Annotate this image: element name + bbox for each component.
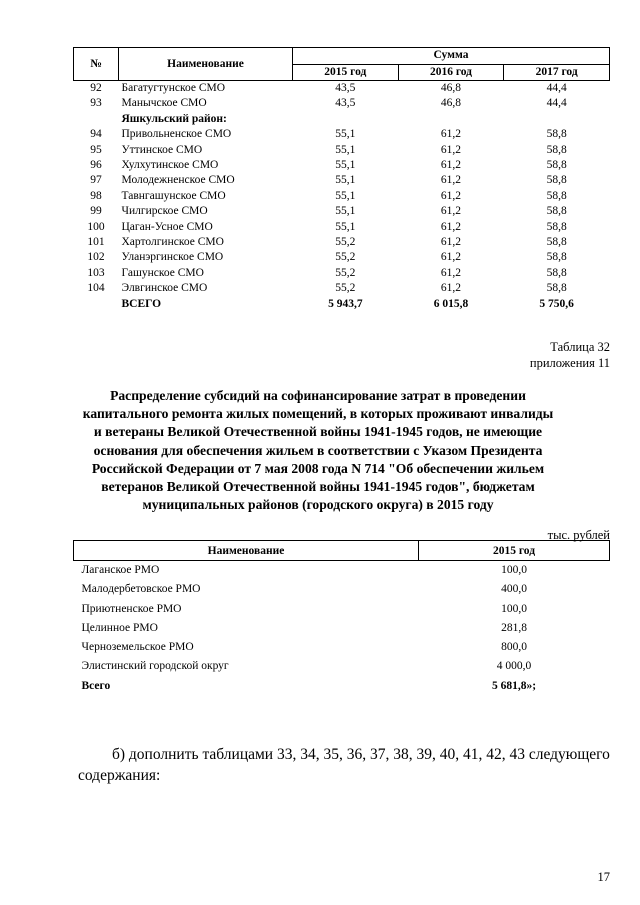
col-header-2015: 2015 год [293,64,399,81]
total-row [74,297,610,312]
row-number [74,112,119,127]
row-value-2016: 61,2 [440,220,462,233]
row-value-2015: 5 943,7 [328,297,363,310]
row-name: Багатугтунское СМО [121,82,226,94]
row-value-2015 [293,112,399,127]
row-value-2015: 400,0 [501,583,527,596]
row-name: Уланэргинское СМО [121,251,224,264]
t2-col-header-2015: 2015 год [419,541,610,561]
row-value-2016: 61,2 [440,266,462,279]
table-row [74,561,610,581]
row-name: Чилгирское СМО [121,205,208,218]
row-name: Элистинский городской округ [81,660,229,673]
row-value-2016: 61,2 [440,236,462,249]
row-number: 103 [87,266,105,279]
row-number: 104 [87,282,105,295]
row-value-2015: 55,1 [335,159,356,172]
row-number: 98 [90,189,102,202]
caption-appendix: приложения 11 [529,356,610,370]
col-header-2017: 2017 год [504,64,610,81]
row-name: Лаганское РМО [81,564,160,576]
row-value-2015: 55,1 [335,143,356,156]
row-value-2017: 58,8 [546,128,567,141]
amendment-paragraph: б) дополнить таблицами 33, 34, 35, 36, 37, 38, 39, 40, 41, 42, 43 следующего содержания: [78,746,610,784]
table-row [74,250,610,265]
subsidy-table-continued [73,47,610,312]
row-value-2015: 55,2 [335,266,356,279]
row-name: Целинное РМО [81,621,158,634]
table-row [74,81,610,97]
row-value-2015: 55,2 [335,251,356,264]
row-number [74,297,119,312]
row-value-2016: 61,2 [440,189,462,202]
row-value-2015: 43,5 [335,82,356,94]
row-value-2015: 55,1 [335,205,356,218]
row-value-2015: 55,1 [335,128,356,141]
row-name: Манычское СМО [121,97,207,110]
table-row [74,143,610,158]
row-value-2017: 5 750,6 [539,297,574,310]
table2-body [74,561,610,697]
row-name: Хулхутинское СМО [121,159,219,172]
units-label: тыс. рублей [547,528,610,542]
row-value-2017: 44,4 [546,82,567,94]
row-value-2015: 43,5 [335,97,356,110]
page-number: 17 [597,870,610,884]
table-row [74,600,610,619]
col-header-number: № [74,48,119,81]
col-header-2016: 2016 год [398,64,504,81]
row-value-2015: 5 681,8»; [491,679,537,692]
row-value-2016 [398,112,504,127]
row-number: 92 [90,82,102,94]
row-value-2016: 61,2 [440,143,462,156]
row-value-2016: 61,2 [440,128,462,141]
row-name: Яшкульский район: [121,112,227,125]
row-value-2017 [504,112,610,127]
row-value-2017: 58,8 [546,205,567,218]
row-value-2017: 44,4 [546,97,567,110]
table-row [74,127,610,142]
row-value-2016: 61,2 [440,174,462,187]
total-row [74,677,610,696]
row-value-2017: 58,8 [546,143,567,156]
row-value-2017: 58,8 [546,159,567,172]
row-number: 100 [87,220,105,233]
t2-col-header-name: Наименование [74,541,419,561]
row-value-2016: 46,8 [440,97,462,110]
row-value-2017: 58,8 [546,266,567,279]
row-name: Гашунское СМО [121,266,204,279]
row-number: 94 [90,128,102,141]
row-value-2017: 58,8 [546,220,567,233]
row-value-2015: 55,2 [335,236,356,249]
row-name: Уттинское СМО [121,143,203,156]
row-value-2015: 100,0 [501,602,527,615]
row-value-2015: 281,8 [501,621,527,634]
row-number: 97 [90,174,102,187]
table-row [74,158,610,173]
table-heading: Распределение субсидий на софинансирование затрат в проведении капитального ремонта жилых помещений, в которых проживают инвалиды и ветераны Великой Отечественной войны 1941-1945 годов, не имеющие основания для обеспечения жильем в соответствии с Указом Президента Российской Федерации от 7 мая 2008 года N 714 "Об обеспечении жильем ветеранов Великой Отечественной войны 1941-1945 годов", бюджетам муниципальных районов (городского округа) в 2015 году [82,388,554,513]
table-row [74,657,610,676]
row-value-2016: 61,2 [440,251,462,264]
table-row [74,638,610,657]
district-row [74,112,610,127]
caption-table-number: Таблица 32 [550,340,610,354]
row-value-2016: 6 015,8 [433,297,469,310]
row-name: Элвгинское СМО [121,282,208,295]
row-name: Всего [81,679,111,692]
row-value-2015: 4 000,0 [496,660,532,673]
table-row [74,235,610,250]
row-value-2015: 55,1 [335,220,356,233]
row-value-2017: 58,8 [546,282,567,295]
table-row [74,281,610,296]
row-number: 102 [87,251,105,264]
table-row [74,189,610,204]
table-row [74,220,610,235]
row-name: Хартолгинское СМО [121,236,224,249]
row-value-2016: 46,8 [440,82,462,94]
row-value-2017: 58,8 [546,174,567,187]
row-value-2016: 61,2 [440,282,462,295]
table-caption [530,339,610,371]
table-row [74,266,610,281]
subsidy-table-32 [73,540,610,696]
row-name: Черноземельское РМО [81,641,194,654]
row-name: Тавнгашунское СМО [121,189,226,202]
table-row [74,173,610,188]
row-number: 93 [90,97,102,110]
table-row [74,619,610,638]
row-value-2017: 58,8 [546,236,567,249]
col-header-name: Наименование [119,48,293,81]
row-name: ВСЕГО [121,297,162,310]
row-name: Молодежненское СМО [121,174,235,187]
row-name: Цаган-Усное СМО [121,220,213,233]
row-name: Малодербетовское РМО [81,583,201,596]
row-value-2015: 800,0 [501,641,527,654]
row-number: 99 [90,205,102,218]
row-value-2016: 61,2 [440,159,462,172]
table-row [74,96,610,111]
row-value-2015: 55,1 [335,189,356,202]
row-number: 101 [87,236,105,249]
row-value-2017: 58,8 [546,251,567,264]
col-header-sum: Сумма [293,48,610,65]
row-name: Привольненское СМО [121,128,232,141]
row-number: 95 [90,143,102,156]
row-value-2016: 61,2 [440,205,462,218]
row-value-2015: 100,0 [501,564,527,576]
row-value-2017: 58,8 [546,189,567,202]
table1-body [74,81,610,313]
table-row [74,580,610,599]
row-value-2015: 55,1 [335,174,356,187]
table-row [74,204,610,219]
row-name: Приютненское РМО [81,602,182,615]
row-value-2015: 55,2 [335,282,356,295]
row-number: 96 [90,159,102,172]
